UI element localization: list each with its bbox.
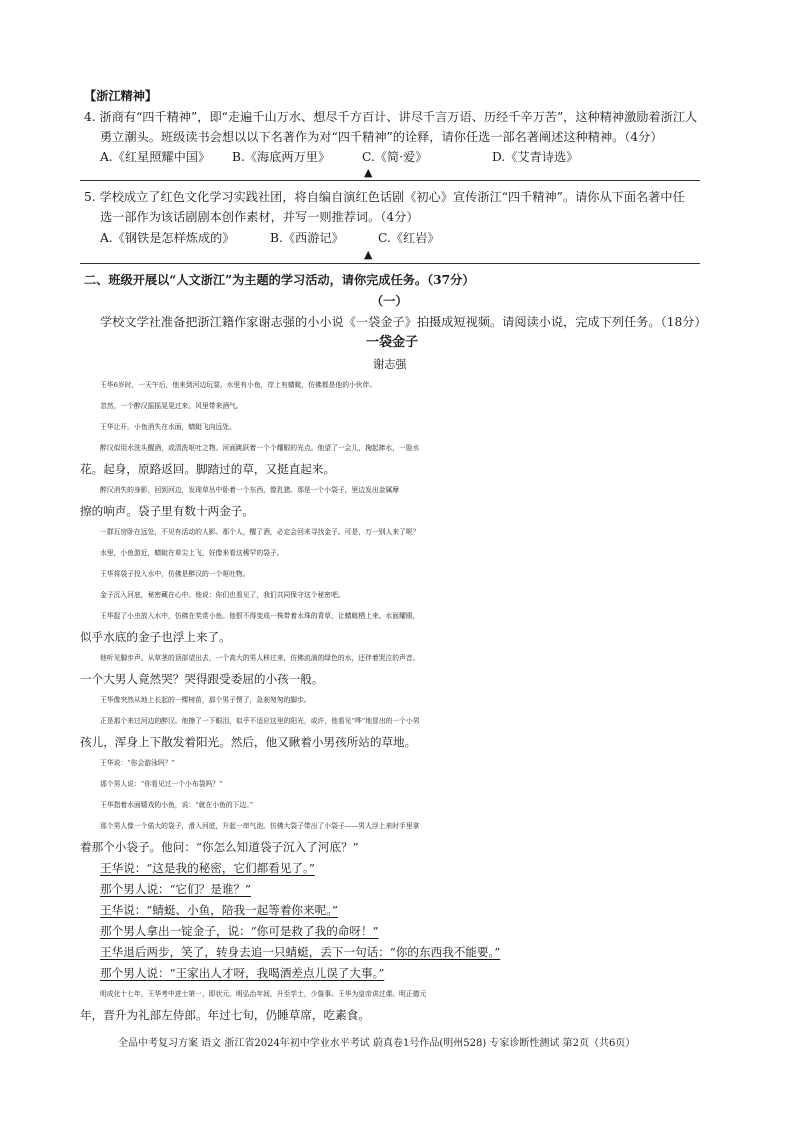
story-author: 谢志强 xyxy=(373,358,407,371)
story-paragraph: 擦的响声。袋子里有数十两金子。 xyxy=(80,504,254,518)
story-paragraph: 王华说：“你会游泳吗？” xyxy=(100,759,175,767)
story-paragraph: 那个男人说：“你看见过一个小布袋吗？” xyxy=(100,780,223,788)
story-paragraph: 王华将袋子投入水中，仿佛是醉汉的一个呕吐物。 xyxy=(100,570,250,578)
q4-option-d: D.《艾青诗选》 xyxy=(492,150,579,164)
story-paragraph-underlined: 王华说：“蜻蜓、小鱼，陪我一起等着你来呢。” xyxy=(100,903,338,917)
story-paragraph: 醉汉消失的身影，回到河边，发现草丛中卧着一个东西，像乳猪。那是一个小袋子，里边发出金属摩 xyxy=(100,486,400,494)
q4-line2: 勇立潮头。班级读书会想以以下名著作为对“四千精神”的诠释，请你任选一部名著阐述这种精神。（4分） xyxy=(100,130,663,144)
section2-heading: 二、班级开展以“人文浙江”为主题的学习活动，请你完成任务。（37分） xyxy=(84,273,475,287)
answer-line-q5 xyxy=(80,263,700,264)
story-paragraph: 水里，小鱼游近，蜻蜓在草尖上飞，好像来看这稀罕的袋子。 xyxy=(100,549,284,557)
story-paragraph: 忽然，一个醉汉摇摇晃晃过来。风里带来酒气。 xyxy=(100,402,243,410)
story-paragraph: 一群瓦房卧在远处，不见有活动的人影。那个人，醒了酒，必定会回来寻找金子。可是，万一别人来了呢？ xyxy=(100,528,420,536)
story-paragraph: 王华让开。小鱼消失在水面，蜻蜓飞向远处。 xyxy=(100,423,236,431)
story-paragraph-underlined: 那个男人拿出一锭金子，说：“你可是救了我的命呀！” xyxy=(100,924,379,938)
story-paragraph: 年，晋升为礼部左侍郎。年过七旬，仍睡草席，吃素食。 xyxy=(80,1008,370,1022)
story-paragraph-underlined: 王华退后两步，笑了，转身去追一只蜻蜓，丢下一句话：“你的东西我不能要。” xyxy=(100,945,501,959)
reading-intro: 学校文学社准备把浙江籍作家谢志强的小小说《一袋金子》拍摄成短视频。请阅读小说，完成下列任务。（18分） xyxy=(100,315,707,329)
story-paragraph: 醉汉似用水洗头醒酒，或清洗呕吐之物。河面跳跃着一个个耀眼的光点。他望了一会儿，掬起捧水，一脸水 xyxy=(100,444,420,452)
answer-mark-q4: ▲ xyxy=(364,166,373,179)
story-paragraph: 王华6岁时，一天午后，他来到河边玩耍。水里有小鱼，岸上有蜻蜓，仿佛都是他的小伙伴。 xyxy=(100,381,377,389)
story-paragraph: 那个男人像一个偌大的袋子，滑入河底，升起一串气泡。仿佛大袋子带出了小袋子——男人浮上来时手里拿 xyxy=(100,822,420,830)
q4-option-b: B.《海底两万里》 xyxy=(232,150,331,164)
q5-option-a: A.《钢铁是怎样炼成的》 xyxy=(100,231,235,245)
story-paragraph: 一个大男人竟然哭？哭得跟受委屈的小孩一般。 xyxy=(80,672,324,686)
story-paragraph: 王华捉了小虫放入水中，仿佛在奖赏小鱼。他恨不得变成一株带着水珠的青草，让蜻蜓栖上来。水面耀眼， xyxy=(100,612,420,620)
q4-option-a: A.《红星照耀中国》 xyxy=(100,150,211,164)
story-paragraph: 王华像突然从地上长起的一棵树苗，那个男子愣了，急刹匆匆的脚步。 xyxy=(100,696,311,704)
story-paragraph: 着那个小袋子。他问：“你怎么知道袋子沉入了河底？” xyxy=(80,840,359,854)
story-title: 一袋金子 xyxy=(366,335,419,350)
part-one-label: （一） xyxy=(371,294,408,308)
story-paragraph-underlined: 那个男人说：“王家出人才呀，我喝酒差点儿误了大事。” xyxy=(100,966,385,980)
story-paragraph: 王华指着水面嬉戏的小鱼，说：“就在小鱼的下边。” xyxy=(100,801,254,809)
story-paragraph: 孩儿，浑身上下散发着阳光。然后，他又瞅着小男孩所站的草地。 xyxy=(80,735,417,749)
section-tag: 【浙江精神】 xyxy=(84,89,158,103)
story-paragraph: 他听见脚步声。从草茎的顶部望出去，一个高大的男人移过来，仿佛流淌的绿色的水，还伴着哭泣的声音。 xyxy=(100,654,420,662)
story-paragraph-underlined: 那个男人说：“它们？是谁？” xyxy=(100,882,251,896)
answer-line-q4 xyxy=(80,180,700,181)
story-paragraph: 明成化十七年，王华考中进士第一，即状元。明弘治年间，升至学士，少詹事。王华为皇帝讲过课。明正德元 xyxy=(100,990,427,998)
story-paragraph: 花。起身，原路返回。脚踏过的草，又挺直起来。 xyxy=(80,462,336,476)
story-paragraph-underlined: 王华说：“这是我的秘密，它们都看见了。” xyxy=(100,861,315,875)
q5-option-c: C.《红岩》 xyxy=(378,231,440,245)
story-paragraph: 似乎水底的金子也浮上来了。 xyxy=(80,630,231,644)
q4-line1: 4. 浙商有“四千精神”，即“走遍千山万水、想尽千方百计、讲尽千言万语、历经千辛万苦”，这种精神激励着浙江人 xyxy=(84,110,698,124)
story-paragraph: 金子沉入河底，秘密藏在心中。他说：你们也看见了，我们共同保守这个秘密吧。 xyxy=(100,591,345,599)
page-footer: 全品中考复习方案 语文 浙江省2024年初中学业水平考试 蔚真卷1号作品(明州528) 专家诊断性测试 第2页（共6页） xyxy=(118,1038,636,1049)
q5-line2: 选一部作为该话剧剧本创作素材，并写一则推荐词。（4分） xyxy=(100,210,419,224)
answer-mark-q5: ▲ xyxy=(364,248,373,261)
q5-line1: 5. 学校成立了红色文化学习实践社团，将自编自演红色话剧《初心》宣传浙江“四千精神”。请你从下面名著中任 xyxy=(84,190,685,204)
q4-option-c: C.《简·爱》 xyxy=(362,150,428,164)
q5-option-b: B.《西游记》 xyxy=(270,231,344,245)
story-paragraph: 正是那个来过河边的醉汉。他擦了一下眼泪，似乎不适应这里的阳光，或许，他看见“哗”地冒出的一个小男 xyxy=(100,717,420,725)
